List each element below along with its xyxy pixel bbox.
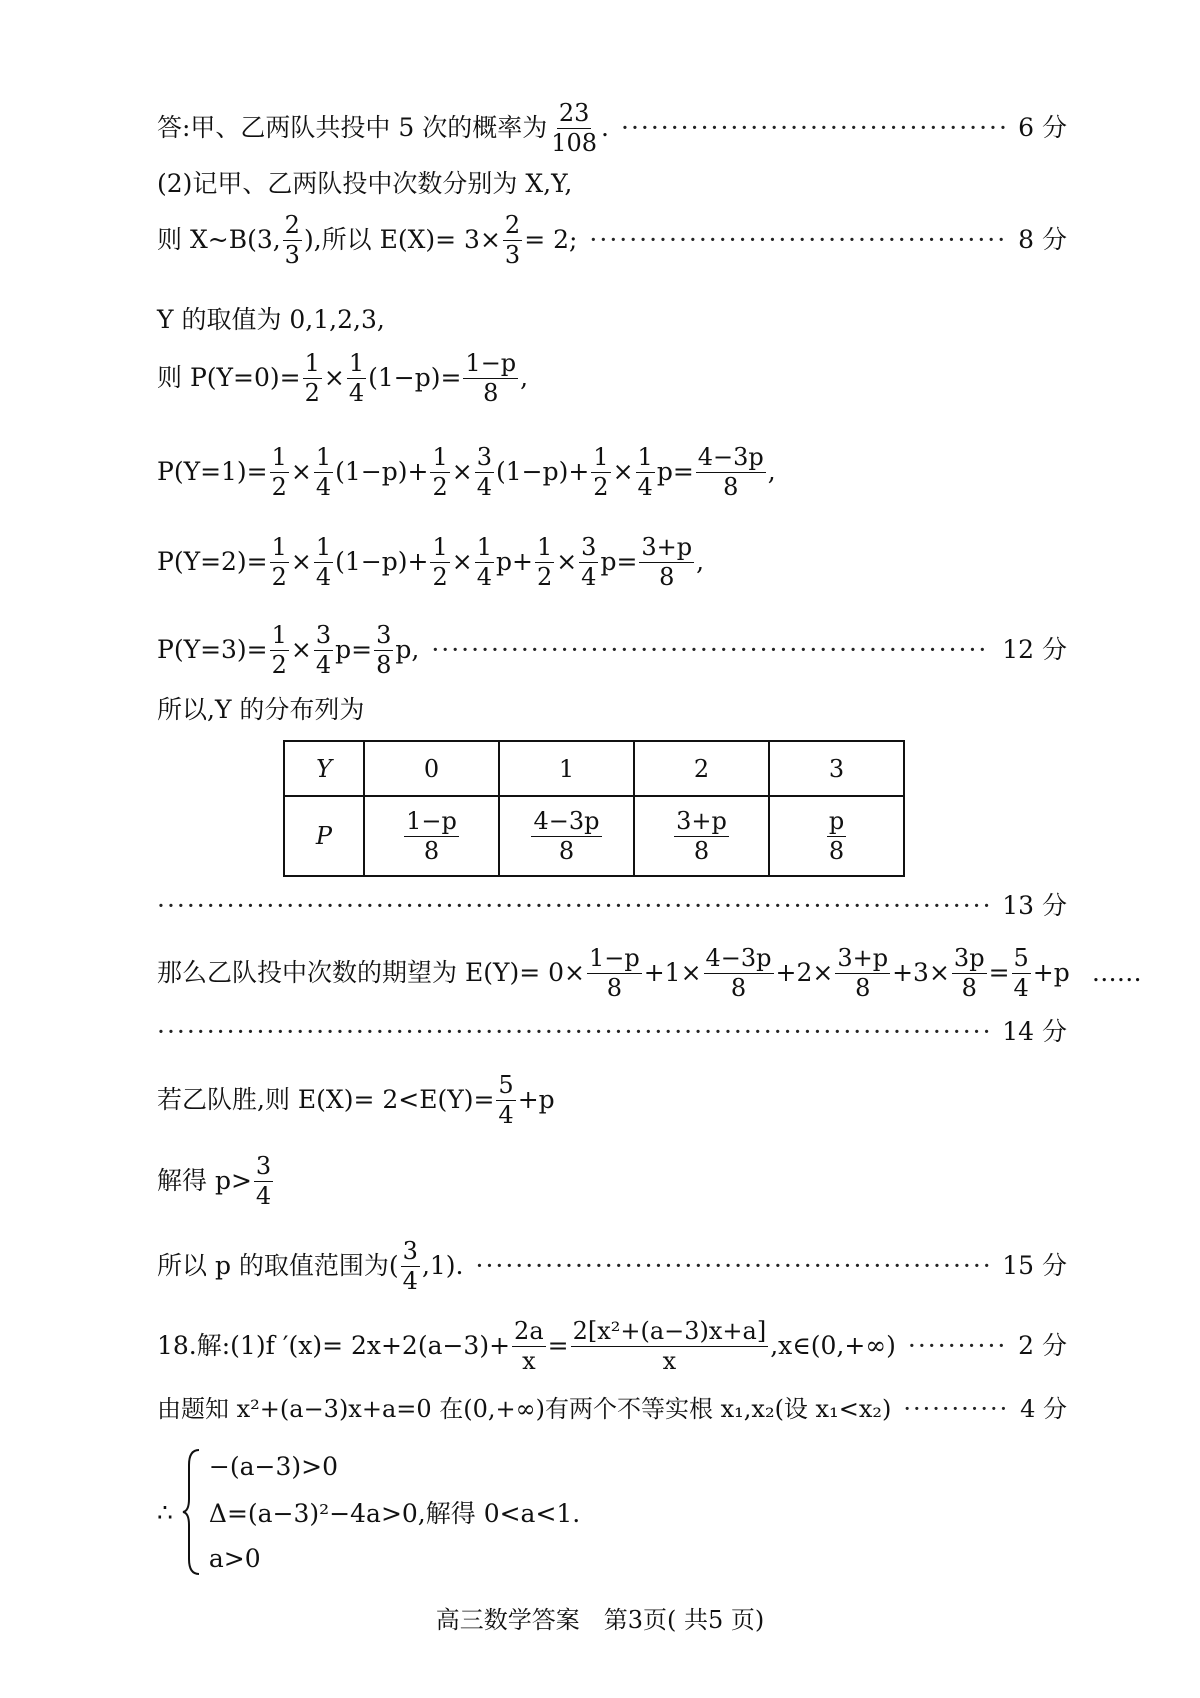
- distribution-table: [283, 740, 905, 877]
- table-cell: Y: [284, 741, 364, 796]
- system-rows: [209, 1447, 580, 1577]
- table-row: [284, 796, 904, 876]
- system-row: a>0: [208, 1543, 261, 1573]
- equation-line-3: 则 X~B(3, $\frac{2}{3}$ ),所以 E(X)= 3× $\frac{2}{3}$ = 2; ····· 8 分: [157, 212, 1067, 269]
- table-cell: $\frac{3+p}{8}$: [634, 796, 769, 876]
- table-cell: $\frac{1-p}{8}$: [364, 796, 499, 876]
- table-cell: P: [284, 796, 364, 876]
- table-cell: $\frac{p}{8}$: [769, 796, 904, 876]
- table-cell: 2: [634, 741, 769, 796]
- table-cell: $\frac{4-3p}{8}$: [499, 796, 634, 876]
- equation-line-7: P(Y=2)= $\frac{1}{2}$ × $\frac{1}{4}$ (1−p)+ $\frac{1}{2}$ × $\frac{1}{4}$ p+ $\frac{1}{2}$ × $\frac{3}{4}$ p= $\frac{3+p}{8}$ ,: [157, 533, 705, 591]
- score-label: 8 分: [1018, 225, 1067, 254]
- leader-dots: [589, 226, 1006, 255]
- leader-dots: [431, 636, 990, 665]
- equation-line-6: P(Y=1)= $\frac{1}{2}$ × $\frac{1}{4}$ (1−p)+ $\frac{1}{2}$ × $\frac{3}{4}$ (1−p)+ $\frac{1}{2}$ × $\frac{1}{4}$ p= $\frac{4-3p}{8}$ ,: [157, 443, 776, 501]
- inequality-system: [157, 1447, 857, 1577]
- score-label: 15 分: [1002, 1251, 1067, 1280]
- table-cell: 3: [769, 741, 904, 796]
- text-line-2: (2)记甲、乙两队投中次数分别为 X,Y,: [157, 169, 573, 198]
- equation-line-5: 则 P(Y=0)= $\frac{1}{2}$ × $\frac{1}{4}$ (1−p)= $\frac{1-p}{8}$ ,: [157, 349, 529, 407]
- fraction: $\frac{23}{108}$: [551, 99, 598, 157]
- leader-dots: [903, 1396, 1008, 1424]
- left-brace-icon: [181, 1447, 203, 1577]
- table-cell: 1: [499, 741, 634, 796]
- dots-line-10: [157, 892, 1067, 921]
- leader-dots: [476, 1252, 991, 1281]
- fraction: $\frac{2}{3}$: [284, 211, 300, 269]
- answer-text: 答:甲、乙两队共投中 5 次的概率为: [157, 113, 548, 142]
- equation-line-14: 解得 p> $\frac{3}{4}$: [157, 1152, 272, 1210]
- score-label: 2 分: [1018, 1331, 1067, 1360]
- score-label: 4 分: [1020, 1395, 1067, 1423]
- text-line-4: Y 的取值为 0,1,2,3,: [157, 305, 385, 334]
- score-label: 13 分: [1002, 891, 1067, 920]
- table-header-row: [284, 741, 904, 796]
- score-label: 12 分: [1002, 635, 1067, 664]
- leader-dots: [157, 1018, 990, 1047]
- dots-line-12: [157, 1018, 1067, 1047]
- leader-dots: [157, 892, 990, 921]
- text-line-9: 所以,Y 的分布列为: [157, 695, 365, 724]
- system-row: −(a−3)>0: [208, 1451, 338, 1481]
- leader-dots: [621, 114, 1006, 143]
- answer-line-1: 答:甲、乙两队共投中 5 次的概率为 $\frac{23}{108}$ . ····· 6 分: [157, 100, 1067, 157]
- equation-line-13: 若乙队胜,则 E(X)= 2<E(Y)= $\frac{5}{4}$ +p: [157, 1071, 555, 1129]
- text-line-17: 由题知 x²+(a−3)x+a=0 在(0,+∞)有两个不等实根 x₁,x₂(设 x₁<x₂) ····· 4 分: [157, 1396, 1067, 1424]
- score-label: 6 分: [1018, 113, 1067, 142]
- fraction: $\frac{2}{3}$: [504, 211, 521, 269]
- equation-line-16: 18.解:(1)f ′(x)= 2x+2(a−3)+ $\frac{2a}{x}$ = $\frac{\text{2[x²+(a−3)x+a]}}{x}$ ,x∈(0,+∞) ····· 2 分: [157, 1318, 1067, 1375]
- table-cell: 0: [364, 741, 499, 796]
- system-row: Δ=(a−3)²−4a>0,解得 0<a<1.: [208, 1499, 581, 1528]
- page-footer: 高三数学答案 第3页( 共5 页): [435, 1606, 765, 1634]
- score-label: 14 分: [1002, 1017, 1067, 1046]
- equation-line-8: P(Y=3)= $\frac{1}{2}$ × $\frac{3}{4}$ p= $\frac{3}{8}$ p, ····· 12 分: [157, 622, 1067, 679]
- leader-dots: [908, 1332, 1006, 1361]
- equation-line-15: 所以 p 的取值范围为( $\frac{3}{4}$ ,1). ····· 15 分: [157, 1238, 1067, 1295]
- therefore-symbol: ∴: [157, 1497, 173, 1527]
- equation-line-11: 那么乙队投中次数的期望为 E(Y)= 0× $\frac{1-p}{8}$ +1× $\frac{4-3p}{8}$ +2× $\frac{3+p}{8}$ +3× $\frac{3p}{8}$ = $\frac{5}{4}$ +p ……: [157, 944, 1142, 1002]
